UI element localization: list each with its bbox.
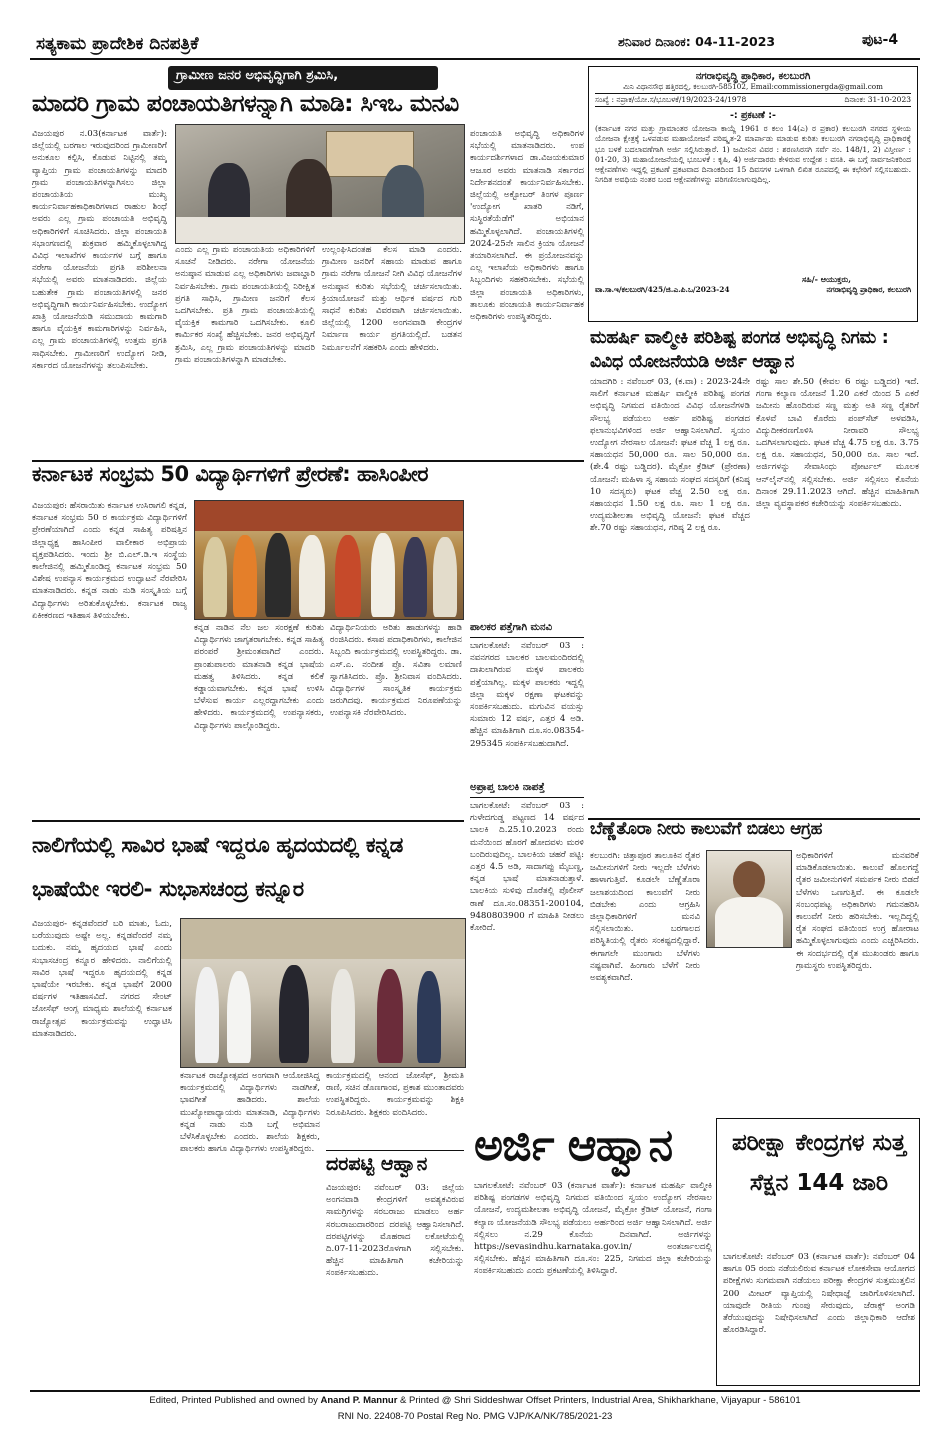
story2-headline: ಮಹರ್ಷಿ ವಾಲ್ಮೀಕಿ ಪರಿಶಿಷ್ಟ ಪಂಗಡ ಅಭಿವೃದ್ಧಿ ನಿಗಮ : ವಿವಿಧ ಯೋಜನೆಯಡಿ ಅರ್ಜಿ ಆಹ್ವಾನ (590, 328, 889, 372)
felicitation-photo (194, 500, 464, 620)
divider-3 (32, 820, 464, 822)
masthead-page-number: ಪುಟ-4 (862, 32, 899, 48)
story2-column-2: ರಷ್ಟು ಸಾಲ ಶೇ.50 (ಕೇವಲ 6 ರಷ್ಟು ಬಡ್ಡಿದರ) ಇದೆ. ಗಂಗಾ ಕಲ್ಯಾಣ ಯೋಜನೆ 1.20 ಎಕರೆ ಯಿಂದ 5 ಎಕರೆ ಜಮೀನು ಹೊಂದಿರುವ ಸಣ್ಣ ಮತ್ತು ಅತಿ ಸಣ್ಣ ರೈತರಿಗೆ ಕೊಳವೆ ಬಾವಿ ಕೊರೆದು ಪಂಪ್‌ಸೆಟ್ ಅಳವಡಿಸಿ, ವಿದ್ಯುದೀಕರಣಗೊಳಿಸಿ ನೀರಾವರಿ ಸೌಲಭ್ಯ ಒದಗಿಸಲಾಗುವುದು. ಘಟಕ ವೆಚ್ಚ 4.75 ಲಕ್ಷ ರೂ. 3.75 ಲಕ್ಷ ರೂ. ಸಹಾಯಧನ, 50,000 ರೂ. ಸಾಲ ಇದೆ. ಅರ್ಜಿಗಳನ್ನು ಸೇವಾಸಿಂಧು ಪೋರ್ಟಲ್ ಮೂಲಕ ಆನ್‌ಲೈನ್‌ನಲ್ಲಿ ಸಲ್ಲಿಸಬೇಕು. ಅರ್ಜಿ ಸಲ್ಲಿಸಲು ಕೊನೆಯ ದಿನಾಂಕ 29.11.2023 ಆಗಿದೆ. ಹೆಚ್ಚಿನ ಮಾಹಿತಿಗಾಗಿ ಜಿಲ್ಲಾ ವ್ಯವಸ್ಥಾಪಕರ ಕಚೇರಿಯನ್ನು ಸಂಪರ್ಕಿಸಬಹುದು. (756, 377, 919, 510)
guest-5 (335, 535, 361, 617)
story1-headline: ಮಾದರಿ ಗ್ರಾಮ ಪಂಚಾಯತಿಗಳನ್ನಾಗಿ ಮಾಡಿ: ಸಿಇಒ ಮನವಿ (32, 90, 459, 117)
story1-column-4: ಪಂಚಾಯತಿ ಅಭಿವೃದ್ಧಿ ಅಧಿಕಾರಿಗಳ ಸಭೆಯಲ್ಲಿ ಮಾತನಾಡಿದರು. ಉಪ ಕಾರ್ಯದರ್ಶಿಗಳಾದ ಡಾ.ವಿಜಯಕುಮಾರ ಆಜೂರ ಅವರು ಮಾತನಾಡಿ ಸರ್ಕಾರದ ನಿರ್ದೇಶನದಂತೆ ಕಾರ್ಯನಿರ್ವಹಿಸಬೇಕು. ಜಿಲ್ಲೆಯಲ್ಲಿ ಅಕ್ಟೋಬರ್ ತಿಂಗಳ ಪೂರ್ಣ 'ಉದ್ಯೋಗ ಖಾತರಿ ನಡಿಗೆ, ಸುಸ್ಥಿರತೆಯೆಡೆಗೆ' ಅಭಿಯಾನ ಹಮ್ಮಿಕೊಳ್ಳಲಾಗಿದೆ. ಪಂಚಾಯತಿಗಳಲ್ಲಿ 2024-25ನೇ ಸಾಲಿನ ಕ್ರಿಯಾ ಯೋಜನೆ ತಯಾರಿಸಲಾಗಿದೆ. ಈ ಪ್ರಯೋಜನವನ್ನು ಎಲ್ಲ ಇಲಾಖೆಯ ಅಧಿಕಾರಿಗಳು ಹಾಗೂ ಸಿಬ್ಬಂದಿಗಳು ಸಹಕರಿಸಬೇಕು. ಸಭೆಯಲ್ಲಿ ಜಿಲ್ಲಾ ಪಂಚಾಯತಿ ಅಧಿಕಾರಿಗಳು, ತಾಲೂಕು ಪಂಚಾಯತಿ ಕಾರ್ಯನಿರ್ವಾಹಕ ಅಧಿಕಾರಿಗಳು ಉಪಸ್ಥಿತರಿದ್ದರು. (470, 129, 584, 323)
speaker (279, 965, 309, 1063)
story3-column-1: ವಿಜಯಪುರ: ಹೆಸರಾಯಿತು ಕರ್ನಾಟಕ ಉಸಿರಾಗಲಿ ಕನ್ನಡ, ಕರ್ನಾಟಕ ಸಂಭ್ರಮ 50 ರ ಕಾರ್ಯಕ್ರಮ ವಿದ್ಯಾರ್ಥಿಗಳಿಗೆ ಪ್ರೇರಣೆಯಾಗಿದೆ ಎಂದು ಕನ್ನಡ ಸಾಹಿತ್ಯ ಪರಿಷತ್ತಿನ ಜಿಲ್ಲಾಧ್ಯಕ್ಷ ಹಾಸಿಂಪೀರ ವಾಲೀಕಾರ ಅಭಿಪ್ರಾಯ ವ್ಯಕ್ತಪಡಿಸಿದರು. ಇಂದು ಶ್ರೀ ಬಿ.ಎಲ್.ಡಿ.ಇ ಸಂಸ್ಥೆಯ ಕಾಲೇಜಿನಲ್ಲಿ ಹಮ್ಮಿಕೊಂಡಿದ್ದ ಕರ್ನಾಟಕ ಸಂಭ್ರಮ 50 ವಿಶೇಷ ಉಪನ್ಯಾಸ ಕಾರ್ಯಕ್ರಮದ ಉದ್ಘಾಟನೆ ನೆರವೇರಿಸಿ ಮಾತನಾಡಿದರು. ಕನ್ನಡ ನಾಡು ನುಡಿ ಸಂಸ್ಕೃತಿಯ ಬಗ್ಗೆ ವಿದ್ಯಾರ್ಥಿಗಳು ಅರಿತುಕೊಳ್ಳಬೇಕು. ಕರ್ನಾಟಕ ರಾಜ್ಯ ಏಕೀಕರಣದ ಇತಿಹಾಸ ತಿಳಿಯಬೇಕು. (32, 501, 187, 621)
footer-registration: RNI No. 22408-70 Postal Reg No. PMG VJP/KA/NK/785/2021-23 (337, 1411, 613, 1422)
student-2 (227, 971, 251, 1063)
story6-column-2: ಕರ್ನಾಟಕ ರಾಜ್ಯೋತ್ಸವದ ಅಂಗವಾಗಿ ಆಯೋಜಿಸಿದ್ದ ಕಾರ್ಯಕ್ರಮದಲ್ಲಿ ವಿದ್ಯಾರ್ಥಿಗಳು ನಾಡಗೀತೆ, ಭಾವಗೀತೆ ಹಾಡಿದರು. ಶಾಲೆಯ ಮುಖ್ಯೋಪಾಧ್ಯಾಯರು ಮಾತನಾಡಿ, ವಿದ್ಯಾರ್ಥಿಗಳು ಕನ್ನಡ ನಾಡು ನುಡಿ ಬಗ್ಗೆ ಅಭಿಮಾನ ಬೆಳೆಸಿಕೊಳ್ಳಬೇಕು ಎಂದರು. ಶಾಲೆಯ ಶಿಕ್ಷಕರು, ಪಾಲಕರು ಹಾಗೂ ವಿದ್ಯಾರ್ಥಿಗಳು ಉಪಸ್ಥಿತರಿದ್ದರು. (180, 1071, 320, 1155)
story1-column-1: ವಿಜಯಪುರ ನ.03(ಕರ್ನಾಟಕ ವಾರ್ತೆ): ಜಿಲ್ಲೆಯಲ್ಲಿ ಬರಗಾಲ ಇರುವುದರಿಂದ ಗ್ರಾಮೀಣರಿಗೆ ಅನುಕೂಲ ಕಲ್ಪಿಸಿ, ಕೊಡುವ ನಿಟ್ಟಿನಲ್ಲಿ ತಮ್ಮ ವ್ಯಾಪ್ತಿಯ ಗ್ರಾಮ ಪಂಚಾಯತಿಗಳನ್ನು ಮಾದರಿ ಗ್ರಾಮ ಪಂಚಾಯತಿಗಳನ್ನಾಗಿಸಲು ಜಿಲ್ಲಾ ಪಂಚಾಯತಿಯ ಮುಖ್ಯ ಕಾರ್ಯನಿರ್ವಾಹಕಾಧಿಕಾರಿಗಳಾದ ರಾಹುಲ ಶಿಂಧೆ ಅವರು ಎಲ್ಲ ಗ್ರಾಮ ಪಂಚಾಯತಿ ಅಭಿವೃದ್ಧಿ ಅಧಿಕಾರಿಗಳಿಗೆ ಸೂಚಿಸಿದರು. ಜಿಲ್ಲಾ ಪಂಚಾಯತಿ ಸಭಾಂಗಣದಲ್ಲಿ ಶುಕ್ರವಾರ ಹಮ್ಮಿಕೊಳ್ಳಲಾಗಿದ್ದ ವಿವಿಧ ಇಲಾಖೆಗಳ ಕಾರ್ಯಗಳ ಬಗ್ಗೆ ಹಾಗೂ ನರೇಗಾ ಯೋಜನೆಯ ಪ್ರಗತಿ ಪರಿಶೀಲನಾ ಸಭೆಯಲ್ಲಿ ಅವರು ಮಾತನಾಡಿದರು. ಜಿಲ್ಲೆಯ ಬಹುತೇಕ ಗ್ರಾಮ ಪಂಚಾಯತಿಗಳಲ್ಲಿ ಜನರ ಅಭಿವೃದ್ಧಿಗಾಗಿ ಕಾರ್ಯನಿರ್ವಹಿಸಬೇಕು. ಉದ್ಯೋಗ ಖಾತ್ರಿ ಯೋಜನೆಯಡಿ ಸಮುದಾಯ ಕಾಮಗಾರಿ ಹಾಗೂ ವೈಯಕ್ತಿಕ ಕಾಮಗಾರಿಗಳನ್ನು ನಿರ್ವಹಿಸಿ, ಎಲ್ಲ ಗ್ರಾಮ ಪಂಚಾಯತಿಗಳಲ್ಲಿ ಉತ್ತಮ ಪ್ರಗತಿ ಸಾಧಿಸಬೇಕು. ಗ್ರಾಮೀಣರಿಗೆ ಉದ್ಯೋಗ ನೀಡಿ, ಸರ್ಕಾರದ ಯೋಜನೆಗಳನ್ನು ತಲುಪಿಸಬೇಕು. (32, 129, 167, 371)
meeting-photo (175, 124, 465, 244)
story5-column-1: ಕಲಬುರಗಿ: ಚಿತ್ತಾಪೂರ ತಾಲೂಕಿನ ರೈತರ ಜಮೀನುಗಳಿಗೆ ನೀರು ಇಲ್ಲದೇ ಬೆಳೆಗಳು ಹಾಳಾಗುತ್ತಿವೆ. ಕೂಡಲೇ ಬೆಣ್ಣೆತೊರಾ ಜಲಾಶಯದಿಂದ ಕಾಲುವೆಗೆ ನೀರು ಬಿಡಬೇಕು ಎಂದು ಆಗ್ರಹಿಸಿ ಜಿಲ್ಲಾಧಿಕಾರಿಗಳಿಗೆ ಮನವಿ ಸಲ್ಲಿಸಲಾಯಿತು. ಬರಗಾಲದ ಪರಿಸ್ಥಿತಿಯಲ್ಲಿ ರೈತರು ಸಂಕಷ್ಟದಲ್ಲಿದ್ದಾರೆ. ಈಗಾಗಲೇ ಮುಂಗಾರು ಬೆಳೆಗಳು ನಷ್ಟವಾಗಿವೆ. ಹಿಂಗಾರು ಬೆಳೆಗೆ ನೀರು ಅವಶ್ಯಕವಾಗಿದೆ. (590, 851, 700, 984)
guest-4 (299, 535, 325, 617)
school-backdrop (181, 919, 465, 959)
story4-kicker-2: ಅಪ್ರಾಪ್ತ ಬಾಲಕಿ ನಾಪತ್ತೆ (470, 782, 584, 798)
footer-imprint-pre: Edited, Printed Published and owned by (149, 1395, 321, 1406)
notice-title: -: ಪ್ರಕಟಣೆ :- (729, 110, 776, 121)
masthead-date: ಶನಿವಾರ ದಿನಾಂಕ: 04-11-2023 (618, 34, 776, 49)
story7-body: ವಿಜಯಪುರ: ನವೆಂಬರ್ 03: ಜಿಲ್ಲೆಯ ಅಂಗನವಾಡಿ ಕೇಂದ್ರಗಳಿಗೆ ಅವಶ್ಯಕವಿರುವ ಸಾಮಗ್ರಿಗಳನ್ನು ಸರಬರಾಜು ಮಾಡಲು ಅರ್ಹ ಸರಬರಾಜುದಾರರಿಂದ ದರಪಟ್ಟಿ ಆಹ್ವಾನಿಸಲಾಗಿದೆ. ದರಪಟ್ಟಿಗಳನ್ನು ಮೊಹರಾದ ಲಕೋಟೆಯಲ್ಲಿ ದಿ.07-11-2023ರೊಳಗಾಗಿ ಸಲ್ಲಿಸಬೇಕು. ಹೆಚ್ಚಿನ ಮಾಹಿತಿಗಾಗಿ ಕಚೇರಿಯನ್ನು ಸಂಪರ್ಕಿಸಬಹುದು. (326, 1183, 464, 1279)
story8-body: ಬಾಗಲಕೋಟೆ: ನವೆಂಬರ್ 03 (ಕರ್ನಾಟಕ ವಾರ್ತೆ): ಕರ್ನಾಟಕ ಮಹರ್ಷಿ ವಾಲ್ಮೀಕಿ ಪರಿಶಿಷ್ಟ ಪಂಗಡಗಳ ಅಭಿವೃದ್ಧಿ ನಿಗಮದ ವತಿಯಿಂದ ಸ್ವಯಂ ಉದ್ಯೋಗ ನೇರಸಾಲ ಯೋಜನೆ, ಉದ್ಯಮಶೀಲತಾ ಅಭಿವೃದ್ಧಿ ಯೋಜನೆ, ಮೈಕ್ರೋ ಕ್ರೆಡಿಟ್ ಯೋಜನೆ, ಗಂಗಾ ಕಲ್ಯಾಣ ಯೋಜನೆಯಡಿ ಸೌಲಭ್ಯ ಪಡೆಯಲು ಅರ್ಹರಿಂದ ಅರ್ಜಿ ಆಹ್ವಾನಿಸಲಾಗಿದೆ. ಅರ್ಜಿ ಸಲ್ಲಿಸಲು ನ.29 ಕೊನೆಯ ದಿನವಾಗಿದೆ. ಅರ್ಜಿಗಳನ್ನು https://sevasindhu.karnataka.gov.in/ ಅಂತರ್ಜಾಲದಲ್ಲಿ ಸಲ್ಲಿಸಬೇಕು. ಹೆಚ್ಚಿನ ಮಾಹಿತಿಗಾಗಿ ದೂ.ಸಂ: 225, ನಿಗಮದ ಜಿಲ್ಲಾ ಕಚೇರಿಯನ್ನು ಸಂಪರ್ಕಿಸಬಹುದು ಎಂದು ಪ್ರಕಟಣೆಯಲ್ಲಿ ತಿಳಿಸಿದ್ದಾರೆ. (474, 1181, 712, 1277)
story5-headline: ಬೆಣ್ಣೆತೊರಾ ನೀರು ಕಾಲುವೆಗೆ ಬಿಡಲು ಆಗ್ರಹ (590, 820, 823, 839)
footer-owner: Anand P. Mannur (320, 1395, 398, 1406)
stage-banner (195, 501, 463, 531)
story4-body: ಬಾಗಲಕೋಟೆ: ನವೆಂಬರ್ 03 : ನವನಗರದ ಬಾಲಕರ ಬಾಲಮಂದಿರದಲ್ಲಿ ದಾಖಲಾಗಿರುವ ಮಕ್ಕಳ ಪಾಲಕರು ಪತ್ತೆಯಾಗಿಲ್ಲ. ಮಕ್ಕಳ ಪಾಲಕರು ಇದ್ದಲ್ಲಿ ಜಿಲ್ಲಾ ಮಕ್ಕಳ ರಕ್ಷಣಾ ಘಟಕವನ್ನು ಸಂಪರ್ಕಿಸಬಹುದು. ಮಗುವಿನ ವಯಸ್ಸು ಸುಮಾರು 12 ವರ್ಷ, ಎತ್ತರ 4 ಅಡಿ. ಹೆಚ್ಚಿನ ಮಾಹಿತಿಗಾಗಿ ದೂ.ಸಂ.08354-295345 ಸಂಪರ್ಕಿಸಬಹುದಾಗಿದೆ. (470, 641, 584, 749)
guest-2 (233, 535, 257, 617)
story9-headline: ಪರೀಕ್ಷಾ ಕೇಂದ್ರಗಳ ಸುತ್ತ ಸೆಕ್ಷನ 144 ಜಾರಿ (731, 1130, 907, 1196)
story3-column-2: ಕನ್ನಡ ನಾಡಿನ ನೆಲ ಜಲ ಸಂರಕ್ಷಣೆ ಕುರಿತು ವಿದ್ಯಾರ್ಥಿಗಳು ಜಾಗೃತರಾಗಬೇಕು. ಕನ್ನಡ ಸಾಹಿತ್ಯ ಪರಂಪರೆ ಶ್ರೀಮಂತವಾಗಿದೆ ಎಂದರು. ಪ್ರಾಂಶುಪಾಲರು ಮಾತನಾಡಿ ಕನ್ನಡ ಭಾಷೆಯ ಮಹತ್ವ ತಿಳಿಸಿದರು. ಕನ್ನಡ ಕಲಿಕೆ ಕಡ್ಡಾಯವಾಗಬೇಕು. ಕನ್ನಡ ಭಾಷೆ ಉಳಿಸಿ ಬೆಳೆಸುವ ಕಾರ್ಯ ಎಲ್ಲರದ್ದಾಗಬೇಕು ಎಂದು ಹೇಳಿದರು. ಕಾರ್ಯಕ್ರಮದಲ್ಲಿ ಉಪನ್ಯಾಸಕರು, ವಿದ್ಯಾರ್ಥಿಗಳು ಪಾಲ್ಗೊಂಡಿದ್ದರು. (194, 623, 324, 731)
guest-3 (265, 533, 291, 617)
notice-signature: ಸಹಿ/- ಆಯುಕ್ತರು, (801, 274, 851, 284)
guest-8 (433, 537, 457, 617)
notice-ref-number: ಸಂಖ್ಯೆ : ನಪ್ರಾಕ/ಯೋ.ಸ/ಭೂಬಳಕೆ/19/2023-24/1978 (595, 95, 747, 104)
story4-kicker: ಪಾಲಕರ ಪತ್ತೆಗಾಗಿ ಮನವಿ (470, 622, 584, 638)
story3-headline: ಕರ್ನಾಟಕ ಸಂಭ್ರಮ 50 ವಿದ್ಯಾರ್ಥಿಗಳಿಗೆ ಪ್ರೇರಣೆ: ಹಾಸಿಂಪೀರ (32, 462, 429, 486)
story9-box (716, 1118, 920, 1386)
story1-column-2: ಎಂದು ಎಲ್ಲ ಗ್ರಾಮ ಪಂಚಾಯತಿಯ ಅಧಿಕಾರಿಗಳಿಗೆ ಸೂಚನೆ ನೀಡಿದರು. ನರೇಗಾ ಯೋಜನೆಯ ಅನುಷ್ಠಾನ ಮಾಡುವ ಎಲ್ಲ ಅಧಿಕಾರಿಗಳು ಜವಾಬ್ದಾರಿ ನಿರ್ವಹಿಸಬೇಕು. ಗ್ರಾಮ ಪಂಚಾಯತಿಯಲ್ಲಿ ನಿರೀಕ್ಷಿತ ಪ್ರಗತಿ ಸಾಧಿಸಿ, ಗ್ರಾಮೀಣ ಜನರಿಗೆ ಕೆಲಸ ಒದಗಿಸಬೇಕು. ಪ್ರತಿ ಗ್ರಾಮ ಪಂಚಾಯತಿಯಲ್ಲಿ ವೈಯಕ್ತಿಕ ಕಾಮಗಾರಿ ಒದಗಿಸಬೇಕು. ಕೂಲಿ ಕಾರ್ಮಿಕರ ಸಂಖ್ಯೆ ಹೆಚ್ಚಿಸಬೇಕು. ಜನರ ಅಭಿವೃದ್ಧಿಗೆ ಶ್ರಮಿಸಿ, ಎಲ್ಲ ಗ್ರಾಮ ಪಂಚಾಯತಿಗಳನ್ನು ಮಾದರಿ ಗ್ರಾಮ ಪಂಚಾಯತಿಗಳನ್ನಾಗಿ ಮಾಡಬೇಕು. (175, 245, 315, 365)
story6-column-3: ಕಾರ್ಯಕ್ರಮದಲ್ಲಿ ಆನಂದ ಜೋಸೆಫ್, ಶ್ರೀಮತಿ ರಾಣಿ, ಸಚಿನ ಡೊಣಗಾಂವ, ಪ್ರಕಾಶ ಮುಂತಾದವರು ಉಪಸ್ಥಿತರಿದ್ದರು. ಕಾರ್ಯಕ್ರಮವನ್ನು ಶಿಕ್ಷಕಿ ನಿರೂಪಿಸಿದರು. ಶಿಕ್ಷಕರು ವಂದಿಸಿದರು. (326, 1071, 464, 1118)
story8-headline: ಅರ್ಜಿ ಆಹ್ವಾನ (474, 1120, 673, 1171)
notice-bottom-ref: ವಾ.ಸಾ.ಇ/ಕಲಬುರಗಿ/425/ಜಿ.ಎ.ಪಿ.ಒ/2023-24 (595, 285, 730, 294)
guest-7 (403, 537, 427, 617)
story3-column-3: ವಿದ್ಯಾರ್ಥಿನಿಯರು ಅರಿತು ಹಾಡುಗಳನ್ನು ಹಾಡಿ ರಂಜಿಸಿದರು. ಕಸಾಪ ಪದಾಧಿಕಾರಿಗಳು, ಕಾಲೇಜಿನ ಸಿಬ್ಬಂದಿ ಕಾರ್ಯಕ್ರಮದಲ್ಲಿ ಉಪಸ್ಥಿತರಿದ್ದರು. ಡಾ. ಎಸ್.ಎ. ನಂದೀಶ ಪ್ರೊ. ಸವಿತಾ ಲಮಾಣಿ ಸ್ವಾಗತಿಸಿದರು. ಪ್ರೊ. ಶ್ರೀನಿವಾಸ ವಂದಿಸಿದರು. ವಿದ್ಯಾರ್ಥಿಗಳ ಸಾಂಸ್ಕೃತಿಕ ಕಾರ್ಯಕ್ರಮ ಜರುಗಿದವು. ಕಾರ್ಯಕ್ರಮದ ನಿರೂಪಣೆಯನ್ನು ಉಪನ್ಯಾಸಕಿ ನೆರವೇರಿಸಿದರು. (330, 623, 462, 719)
student-1 (195, 967, 219, 1063)
notice-heading: ನಗರಾಭಿವೃದ್ಧಿ ಪ್ರಾಧಿಕಾರ, ಕಲಬುರಗಿ (695, 71, 811, 82)
portrait-photo (706, 850, 792, 948)
footer-rule (30, 1390, 920, 1392)
story2-column-1: ಯಾದಗಿರಿ : ನವೆಂಬರ್ 03, (ಕ.ವಾ) : 2023-24ನೇ ಸಾಲಿಗೆ ಕರ್ನಾಟಕ ಮಹರ್ಷಿ ವಾಲ್ಮೀಕಿ ಪರಿಶಿಷ್ಟ ಪಂಗಡ ಅಭಿವೃದ್ಧಿ ನಿಗಮದ ವತಿಯಿಂದ ವಿವಿಧ ಯೋಜನೆಗಳಡಿ ಸೌಲಭ್ಯ ಪಡೆಯಲು ಅರ್ಹ ಪರಿಶಿಷ್ಟ ಪಂಗಡದ ಫಲಾನುಭವಿಗಳಿಂದ ಅರ್ಜಿ ಆಹ್ವಾನಿಸಲಾಗಿದೆ. ಸ್ವಯಂ ಉದ್ಯೋಗ ನೇರಸಾಲ ಯೋಜನೆ: ಘಟಕ ವೆಚ್ಚ 1 ಲಕ್ಷ ರೂ. ಸಹಾಯಧನ 50,000 ರೂ. ಸಾಲ 50,000 ರೂ. (ಶೇ.4 ರಷ್ಟು ಬಡ್ಡಿದರ). ಮೈಕ್ರೋ ಕ್ರೆಡಿಟ್ (ಪ್ರೇರಣಾ) ಯೋಜನೆ: ಮಹಿಳಾ ಸ್ವ ಸಹಾಯ ಸಂಘದ ಸದಸ್ಯರಿಗೆ (ಕನಿಷ್ಠ 10 ಸದಸ್ಯರು) ಘಟಕ ವೆಚ್ಚ 2.50 ಲಕ್ಷ ರೂ. ಸಹಾಯಧನ 1.50 ಲಕ್ಷ ರೂ. ಸಾಲ 1 ಲಕ್ಷ ರೂ. ಉದ್ಯಮಶೀಲತಾ ಅಭಿವೃದ್ಧಿ ಯೋಜನೆ: ಘಟಕ ವೆಚ್ಚದ ಶೇ.70 ರಷ್ಟು ಸಹಾಯಧನ, ಗರಿಷ್ಠ 2 ಲಕ್ಷ ರೂ. (590, 377, 750, 534)
student-5 (417, 971, 441, 1063)
masthead-paper-name: ಸತ್ಯಕಾಮ ಪ್ರಾದೇಶಿಕ ದಿನಪತ್ರಿಕೆ (36, 34, 199, 54)
student-4 (377, 969, 403, 1063)
story1-kicker: ಗ್ರಾಮೀಣ ಜನರ ಅಭಿವೃದ್ಧಿಗಾಗಿ ಶ್ರಮಿಸಿ, (168, 66, 438, 90)
guest-6 (371, 533, 395, 617)
story7-headline: ದರಪಟ್ಟಿ ಆಹ್ವಾನ (326, 1150, 464, 1180)
notice-box (588, 66, 918, 322)
notice-body: (ಕರ್ನಾಟಕ ನಗರ ಮತ್ತು ಗ್ರಾಮಾಂತರ ಯೋಜನಾ ಕಾಯ್ದೆ 1961 ರ ಕಲಂ 14(ಎ) ರ ಪ್ರಕಾರ) ಕಲಬುರಗಿ ನಗರದ ಸ್ಥಳೀಯ ಯೋಜನಾ ಕ್ಷೇತ್ರಕ್ಕೆ ಒಳಪಡುವ ಮಹಾಯೋಜನೆ ಪರಿಷ್ಕೃತ-2 ಮಾರ್ಪಾಡು ಮಾಡುವ ಕುರಿತು ಕಲಬುರಗಿ ನಗರಾಭಿವೃದ್ಧಿ ಪ್ರಾಧಿಕಾರಕ್ಕೆ ಭೂ ಬಳಕೆ ಬದಲಾವಣೆಗಾಗಿ ಅರ್ಜಿ ಸಲ್ಲಿಸಿರುತ್ತಾರೆ. 1) ಜಮೀನಿನ ವಿವರ : ಶರಣಸಿರಸಗಿ ಸರ್ವೆ ನಂ. 148/1, 2) ವಿಸ್ತೀರ್ಣ : 01-20, 3) ಮಹಾಯೋಜನೆಯಲ್ಲಿ ಭೂಬಳಕೆ : ಕೃಷಿ, 4) ಅರ್ಜಿದಾರರು ಕೇಳಿರುವ ಉದ್ದೇಶ : ವಸತಿ. ಈ ಬಗ್ಗೆ ಸಾರ್ವಜನಿಕರಿಂದ ಆಕ್ಷೇಪಣೆಗಳು ಇದ್ದಲ್ಲಿ ಪ್ರಕಟಣೆ ಪ್ರಕಟವಾದ ದಿನಾಂಕದಿಂದ 15 ದಿವಸಗಳ ಒಳಗಾಗಿ ಲಿಖಿತ ರೂಪದಲ್ಲಿ ಈ ಕಛೇರಿಗೆ ಸಲ್ಲಿಸಬಹುದು. ನಿಗದಿತ ಅವಧಿಯ ನಂತರ ಬಂದ ಆಕ್ಷೇಪಣೆಗಳನ್ನು ಪರಿಗಣಿಸಲಾಗುವುದಿಲ್ಲ. (595, 124, 911, 185)
story4-body-2: ಬಾಗಲಕೋಟೆ: ನವೆಂಬರ್ 03 : ಗುಳೇದಗುಡ್ಡ ಪಟ್ಟಣದ 14 ವರ್ಷದ ಬಾಲಕಿ ದಿ.25.10.2023 ರಂದು ಮನೆಯಿಂದ ಹೊರಗೆ ಹೋದವಳು ಮರಳಿ ಬಂದಿರುವುದಿಲ್ಲ. ಬಾಲಕಿಯ ಚಹರೆ ಪಟ್ಟಿ: ಎತ್ತರ 4.5 ಅಡಿ, ಸಾದಾಗಪ್ಪು ಮೈಬಣ್ಣ, ಕನ್ನಡ ಭಾಷೆ ಮಾತನಾಡುತ್ತಾಳೆ. ಬಾಲಕಿಯ ಸುಳಿವು ದೊರೆತಲ್ಲಿ ಪೊಲೀಸ್ ಠಾಣೆ ದೂ.ಸಂ.08351-200104, 9480803900 ಗೆ ಮಾಹಿತಿ ನೀಡಲು ಕೋರಿದೆ. (470, 801, 584, 934)
story5-column-2: ಅಧಿಕಾರಿಗಳಿಗೆ ಮನವರಿಕೆ ಮಾಡಿಕೊಡಲಾಯಿತು. ಕಾಲುವೆ ಹೊಲಗದ್ದೆ ರೈತರ ಜಮೀನುಗಳಿಗೆ ಸಮರ್ಪಕ ನೀರು ಬಿಡದೆ ಬೆಳೆಗಳು ಒಣಗುತ್ತಿವೆ. ಈ ಕೂಡಲೇ ಸಂಬಂಧಪಟ್ಟ ಅಧಿಕಾರಿಗಳು ಗಮನಹರಿಸಿ ಕಾಲುವೆಗೆ ನೀರು ಹರಿಸಬೇಕು. ಇಲ್ಲದಿದ್ದಲ್ಲಿ ರೈತ ಸಂಘದ ವತಿಯಿಂದ ಉಗ್ರ ಹೋರಾಟ ಹಮ್ಮಿಕೊಳ್ಳಲಾಗುವುದು ಎಂದು ಎಚ್ಚರಿಸಿದರು. ಈ ಸಂದರ್ಭದಲ್ಲಿ ರೈತ ಮುಖಂಡರು ಹಾಗೂ ಗ್ರಾಮಸ್ಥರು ಉಪಸ್ಥಿತರಿದ್ದರು. (796, 851, 919, 971)
notice-signatory: ನಗರಾಭಿವೃದ್ಧಿ ಪ್ರಾಧಿಕಾರ, ಕಲಬುರಗಿ (826, 285, 911, 294)
portrait-head (733, 861, 765, 899)
footer-imprint-post: & Printed @ Shri Siddeshwar Offset Printers, Industrial Area, Shikharkhane, Vijayapur - 586101 (397, 1395, 801, 1406)
masthead-rule (30, 58, 920, 60)
meeting-table (176, 217, 464, 243)
student-3 (331, 969, 355, 1063)
story6-headline: ನಾಲಿಗೆಯಲ್ಲಿ ಸಾವಿರ ಭಾಷೆ ಇದ್ದರೂ ಹೃದಯದಲ್ಲಿ ಕನ್ನಡ ಭಾಷೆಯೇ ಇರಲಿ- ಸುಭಾಸಚಂದ್ರ ಕನ್ನೂರ (32, 833, 403, 902)
portrait-shirt (715, 897, 783, 947)
notice-address: ಮಿನಿ ವಿಧಾನಸೌಧ ಹತ್ತಿರದಲ್ಲಿ, ಕಲಬುರಗಿ-585102, Email:commissionergda@gmail.com (623, 82, 883, 91)
notice-ref-date: ದಿನಾಂಕ: 31-10-2023 (844, 95, 911, 104)
story9-body: ಬಾಗಲಕೋಟೆ: ನವೆಂಬರ್ 03 (ಕರ್ನಾಟಕ ವಾರ್ತೆ): ನವೆಂಬರ್ 04 ಹಾಗೂ 05 ರಂದು ನಡೆಯಲಿರುವ ಕರ್ನಾಟಕ ಲೋಕಸೇವಾ ಆಯೋಗದ ಪರೀಕ್ಷೆಗಳು ಸುಗಮವಾಗಿ ನಡೆಯಲು ಪರೀಕ್ಷಾ ಕೇಂದ್ರಗಳ ಸುತ್ತಮುತ್ತಲಿನ 200 ಮೀಟರ್ ವ್ಯಾಪ್ತಿಯಲ್ಲಿ ನಿಷೇಧಾಜ್ಞೆ ಜಾರಿಗೊಳಿಸಲಾಗಿದೆ. ಯಾವುದೇ ರೀತಿಯ ಗುಂಪು ಸೇರುವುದು, ಜೆರಾಕ್ಸ್ ಅಂಗಡಿ ತೆರೆಯುವುದನ್ನು ನಿಷೇಧಿಸಲಾಗಿದೆ ಎಂದು ಜಿಲ್ಲಾಧಿಕಾರಿ ಆದೇಶ ಹೊರಡಿಸಿದ್ದಾರೆ. (723, 1252, 915, 1336)
story6-column-1: ವಿಜಯಪುರ- ಕನ್ನಡವೆಂದರೆ ಬರಿ ಮಾತು, ಓದು, ಬರೆಯುವುದು ಅಷ್ಟೇ ಅಲ್ಲ. ಕನ್ನಡವೆಂದರೆ ನಮ್ಮ ಬದುಕು. ನಮ್ಮ ಹೃದಯದ ಭಾಷೆ ಎಂದು ಸುಭಾಸಚಂದ್ರ ಕನ್ನೂರ ಹೇಳಿದರು. ನಾಲಿಗೆಯಲ್ಲಿ ಸಾವಿರ ಭಾಷೆ ಇದ್ದರೂ ಹೃದಯದಲ್ಲಿ ಕನ್ನಡ ಭಾಷೆಯೇ ಇರಬೇಕು. ಕನ್ನಡ ಭಾಷೆಗೆ 2000 ವರ್ಷಗಳ ಇತಿಹಾಸವಿದೆ. ನಗರದ ಸೇಂಟ್ ಜೋಸೆಫ್ ಆಂಗ್ಲ ಮಾಧ್ಯಮ ಶಾಲೆಯಲ್ಲಿ ಕರ್ನಾಟಕ ರಾಜ್ಯೋತ್ಸವ ಕಾರ್ಯಕ್ರಮವನ್ನು ಉದ್ಘಾಟಿಸಿ ಮಾತನಾಡಿದರು. (32, 919, 172, 1039)
story1-column-3: ಉಲ್ಲಂಘಿಸಿದಂತಹ ಕೆಲಸ ಮಾಡಿ ಎಂದರು. ಗ್ರಾಮೀಣ ಜನರಿಗೆ ಸಹಾಯ ಮಾಡುವ ಹಾಗೂ ಗ್ರಾಮ ನರೇಗಾ ಯೋಜನೆ ನೀಗಿ ವಿವಿಧ ಯೋಜನೆಗಳ ಅನುಷ್ಠಾನ ಕುರಿತು ಸಭೆಯಲ್ಲಿ ಚರ್ಚಿಸಲಾಯಿತು. ಕ್ರಿಯಾಯೋಜನೆ ಮತ್ತು ಆರ್ಥಿಕ ವರ್ಷದ ಗುರಿ ಸಾಧನೆ ಕುರಿತು ವಿವರವಾಗಿ ಚರ್ಚಿಸಲಾಯಿತು. ಜಿಲ್ಲೆಯಲ್ಲಿ 1200 ಅಂಗನವಾಡಿ ಕೇಂದ್ರಗಳ ನಿರ್ಮಾಣ ಕಾರ್ಯ ಪ್ರಗತಿಯಲ್ಲಿದೆ. ಬಡತನ ನಿರ್ಮೂಲನೆಗೆ ಸಹಕರಿಸಿ ಎಂದು ಹೇಳಿದರು. (322, 245, 462, 353)
guest-1 (203, 537, 227, 617)
school-event-photo (180, 918, 466, 1068)
footer-imprint (30, 1395, 920, 1409)
